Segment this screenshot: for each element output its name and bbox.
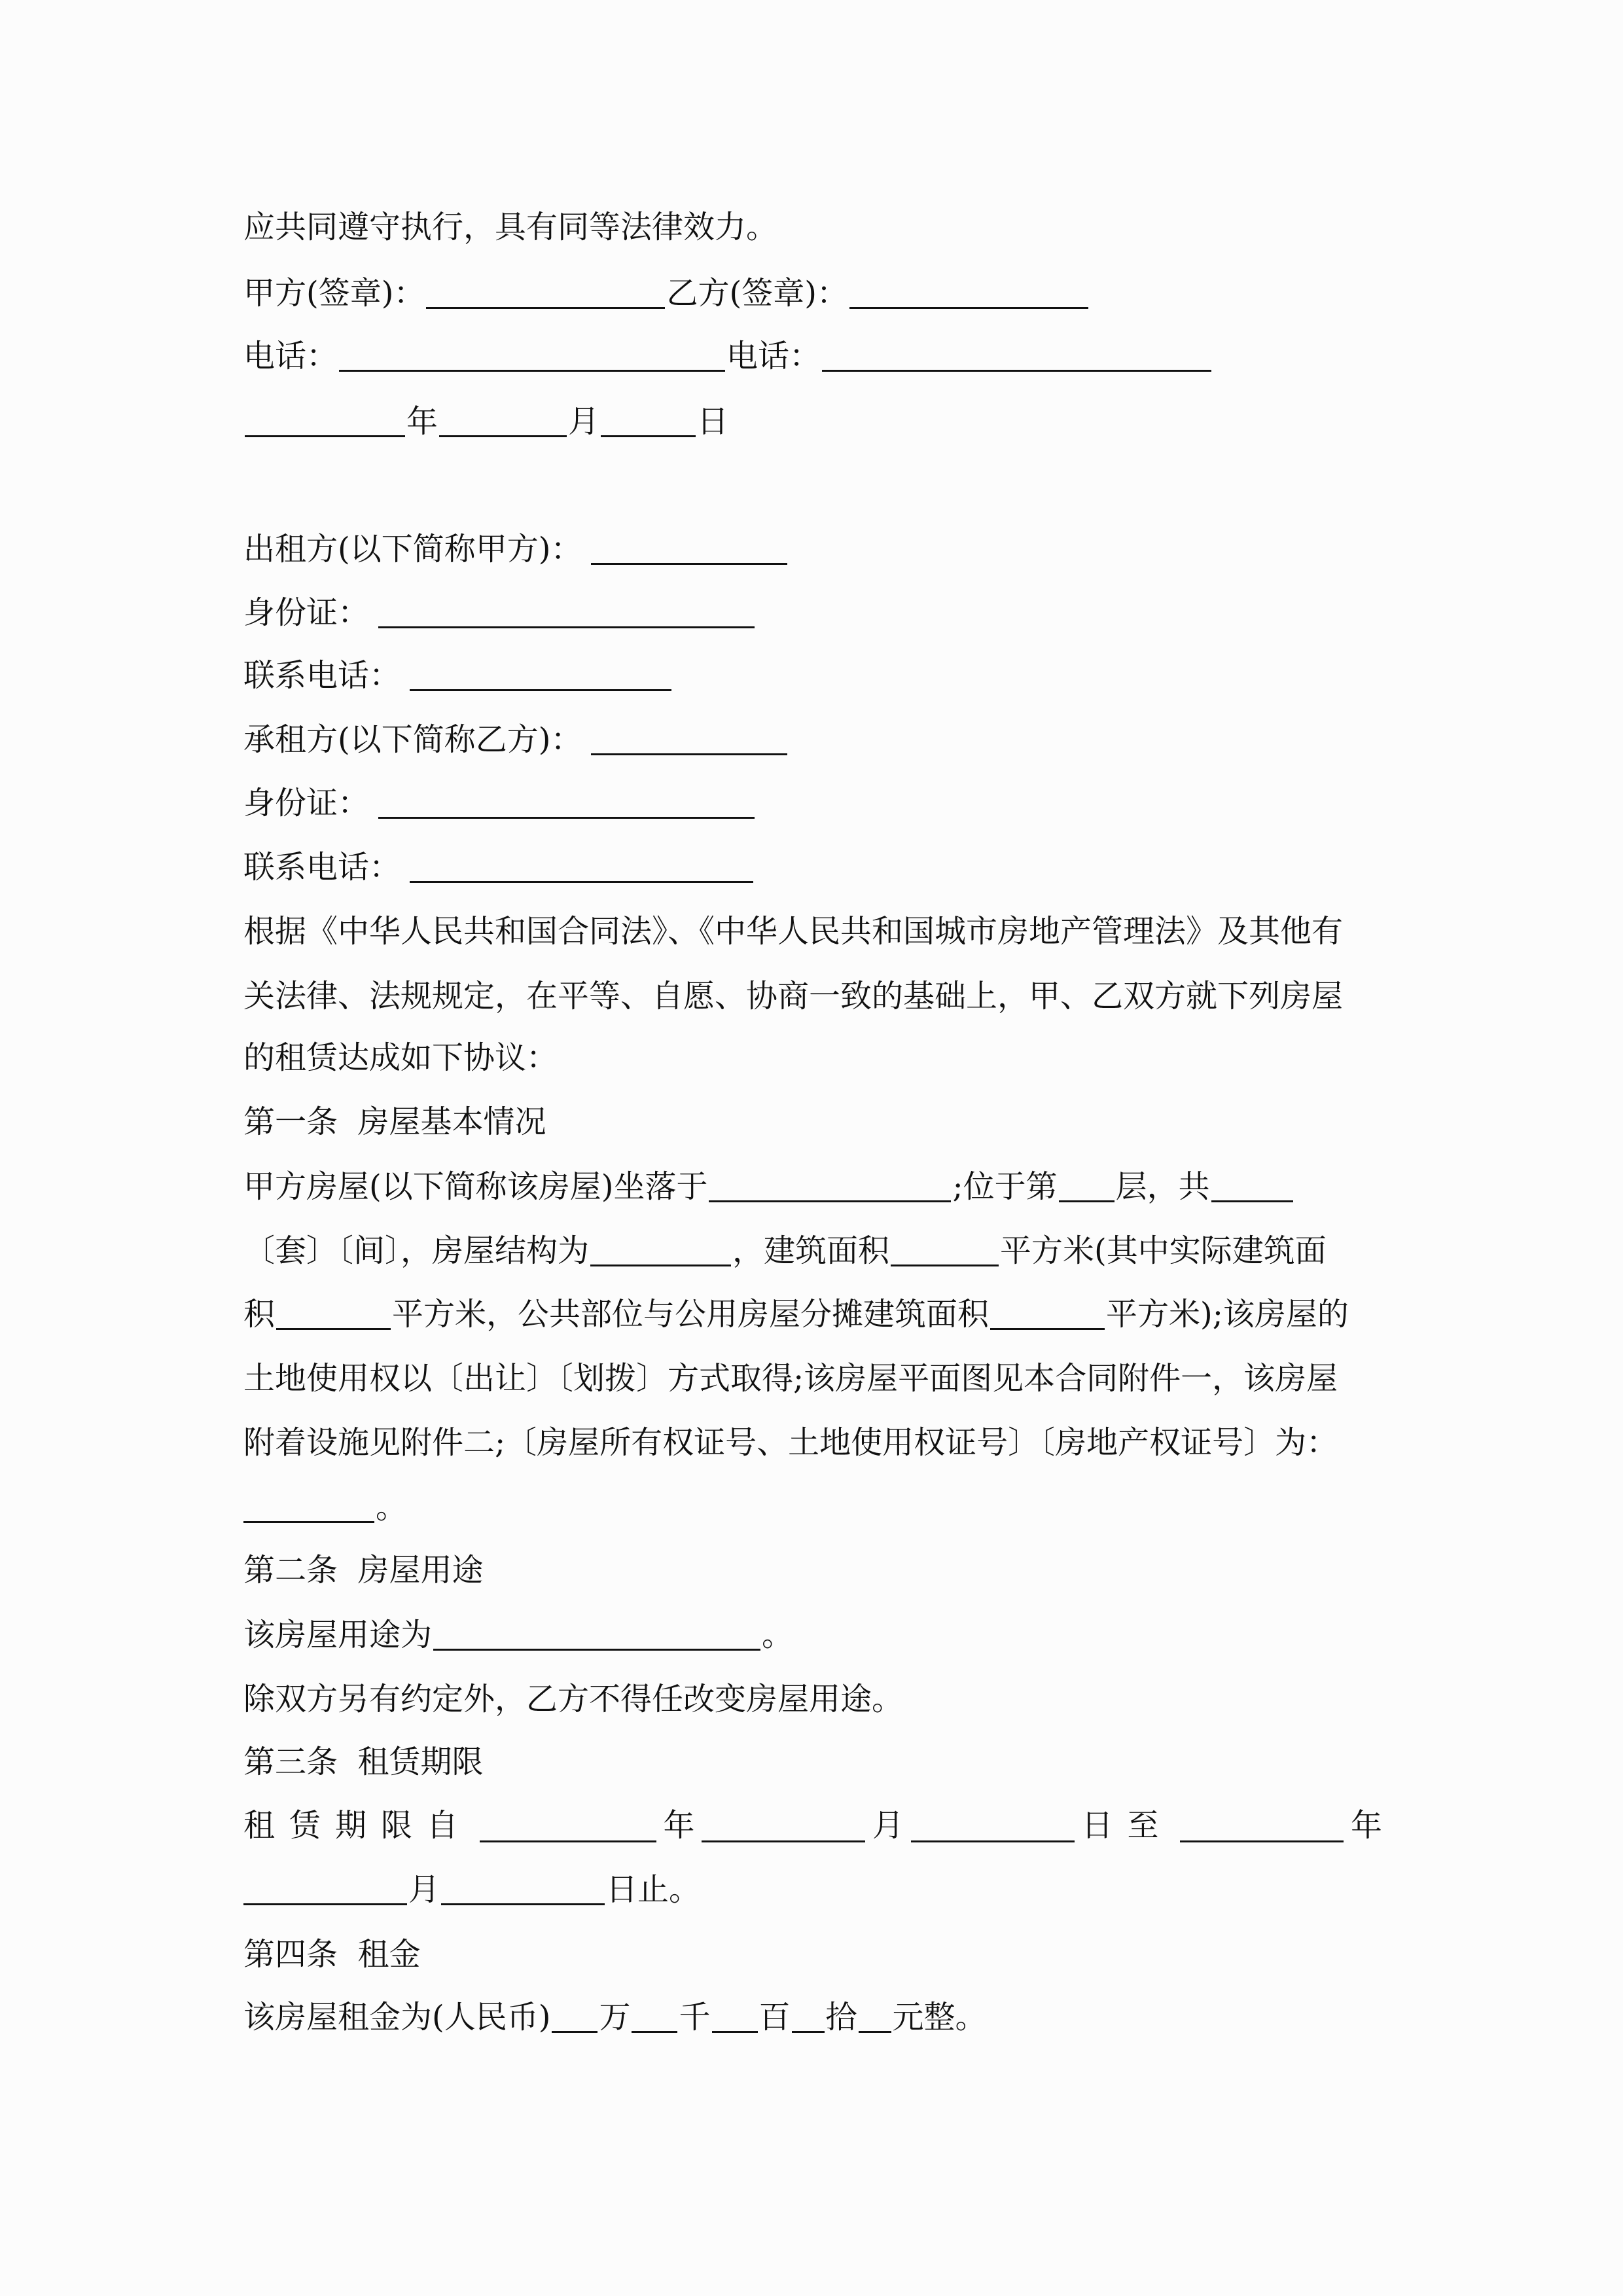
- lessee-id-row: [243, 780, 756, 826]
- article-title: 第三条 租赁期限: [243, 1744, 484, 1780]
- preamble-line-2: [243, 973, 1343, 1019]
- certificate-number-field[interactable]: [243, 1490, 374, 1523]
- article-1-heading: [243, 1099, 546, 1145]
- party-b-phone-field[interactable]: [822, 338, 1211, 372]
- lessor-id-field[interactable]: [378, 595, 755, 628]
- wan-label: 万: [599, 1999, 631, 2036]
- property-location-field[interactable]: [709, 1169, 951, 1202]
- floor-field[interactable]: [1059, 1169, 1115, 1202]
- article-1-line-3: [243, 1291, 1349, 1337]
- total-units-field[interactable]: [1211, 1169, 1293, 1202]
- article-text: 该房屋用途为: [243, 1617, 433, 1653]
- article-text: 附着设施见附件二;〔房屋所有权证号、土地使用权证号〕〔房地产权证号〕为：: [243, 1424, 1338, 1461]
- effect-clause: [243, 204, 777, 250]
- preamble-line-1: [243, 908, 1343, 954]
- day-end-label: 日止。: [606, 1871, 701, 1908]
- rent-yuan-field[interactable]: [859, 2000, 891, 2033]
- article-1-line-4: [243, 1355, 1338, 1401]
- article-title: 第二条 房屋用途: [243, 1552, 484, 1588]
- lessor-phone-row: [243, 653, 673, 698]
- article-text: 〔套〕〔间〕，房屋结构为: [243, 1232, 590, 1269]
- lessee-id-label: 身份证：: [243, 785, 370, 821]
- signature-row: [243, 270, 1090, 316]
- article-1-line-6: [243, 1484, 407, 1530]
- lessee-row: [243, 717, 789, 762]
- date-month-field[interactable]: [439, 404, 567, 437]
- date-month-label: 月: [568, 403, 600, 440]
- article-2-heading: [243, 1547, 484, 1593]
- property-use-field[interactable]: [433, 1617, 760, 1651]
- party-a-phone-label: 电话：: [243, 338, 338, 374]
- article-text: ;位于第: [952, 1168, 1058, 1205]
- preamble-text: 的租赁达成如下协议：: [243, 1039, 558, 1076]
- article-text: 平方米);该房屋的: [1106, 1296, 1349, 1333]
- lessor-id-row: [243, 590, 756, 636]
- lessee-phone-field[interactable]: [410, 850, 753, 883]
- date-day-field[interactable]: [601, 404, 696, 437]
- article-text: 积: [243, 1296, 276, 1333]
- article-1-line-1: [243, 1164, 1294, 1210]
- shared-area-field[interactable]: [990, 1297, 1105, 1330]
- article-text: 平方米(其中实际建筑面: [1000, 1232, 1327, 1269]
- lessee-name-field[interactable]: [591, 722, 787, 755]
- shi-label: 拾: [825, 1999, 857, 2036]
- article-title: 第一条 房屋基本情况: [243, 1103, 546, 1140]
- preamble-text: 根据《中华人民共和国合同法》、《中华人民共和国城市房地产管理法》及其他有: [243, 913, 1344, 950]
- article-4-heading: [243, 1931, 421, 1977]
- party-b-sign-label: 乙方(签章)：: [666, 275, 848, 312]
- article-text: 层，共: [1115, 1168, 1210, 1205]
- lessee-phone-row: [243, 844, 755, 890]
- building-area-field[interactable]: [891, 1233, 999, 1266]
- party-a-signature-field[interactable]: [426, 276, 665, 309]
- lessor-row: [243, 526, 789, 572]
- party-a-phone-field[interactable]: [339, 338, 725, 372]
- preamble-line-3: [243, 1035, 558, 1081]
- rent-shi-field[interactable]: [792, 2000, 825, 2033]
- lessor-phone-field[interactable]: [410, 658, 671, 691]
- article-text: ，建筑面积: [732, 1232, 890, 1269]
- rent-label: 该房屋租金为(人民币): [243, 1999, 551, 2036]
- effect-text: 应共同遵守执行，具有同等法律效力。: [243, 209, 778, 245]
- article-text: 除双方另有约定外，乙方不得任改变房屋用途。: [243, 1681, 904, 1717]
- lessor-id-label: 身份证：: [243, 594, 370, 631]
- month-label: 月: [872, 1807, 904, 1844]
- qian-label: 千: [679, 1999, 711, 2036]
- date-row: [243, 399, 728, 444]
- start-month-field[interactable]: [702, 1809, 865, 1842]
- structure-field[interactable]: [590, 1233, 731, 1266]
- start-day-field[interactable]: [911, 1809, 1075, 1842]
- lessor-label: 出租方(以下简称甲方)：: [243, 531, 582, 567]
- date-day-label: 日: [697, 403, 729, 440]
- end-month-field[interactable]: [243, 1872, 407, 1905]
- lease-term-line-2: [243, 1867, 700, 1912]
- actual-area-field[interactable]: [276, 1297, 391, 1330]
- lessee-label: 承租方(以下简称乙方)：: [243, 721, 582, 758]
- party-a-sign-label: 甲方(签章)：: [243, 275, 425, 312]
- date-year-field[interactable]: [245, 404, 405, 437]
- article-1-line-5: [243, 1420, 1338, 1465]
- end-day-field[interactable]: [441, 1872, 605, 1905]
- rent-bai-field[interactable]: [712, 2000, 758, 2033]
- rent-wan-field[interactable]: [552, 2000, 597, 2033]
- article-text: 。: [762, 1617, 794, 1653]
- month-label: 月: [408, 1871, 440, 1908]
- rent-amount-line: [243, 1994, 987, 2040]
- lease-from-label: 租赁期限自: [243, 1807, 473, 1844]
- yuan-label: 元整。: [892, 1999, 987, 2036]
- lessee-phone-label: 联系电话：: [243, 849, 401, 886]
- article-2-use-line: [243, 1612, 793, 1658]
- party-b-signature-field[interactable]: [849, 276, 1088, 309]
- day-to-label: 日至: [1081, 1807, 1173, 1844]
- year-label: 年: [1350, 1807, 1382, 1844]
- year-label: 年: [663, 1807, 695, 1844]
- article-text: 平方米，公共部位与公用房屋分摊建筑面积: [392, 1296, 990, 1333]
- bai-label: 百: [758, 1999, 791, 2036]
- lessor-name-field[interactable]: [591, 531, 787, 565]
- lessor-phone-label: 联系电话：: [243, 657, 401, 694]
- preamble-text: 关法律、法规规定，在平等、自愿、协商一致的基础上，甲、乙双方就下列房屋: [243, 978, 1344, 1014]
- end-year-field[interactable]: [1180, 1809, 1344, 1842]
- article-2-restriction-line: [243, 1676, 903, 1722]
- lease-term-line-1: [243, 1803, 1382, 1848]
- article-text: 甲方房屋(以下简称该房屋)坐落于: [243, 1168, 708, 1205]
- party-b-phone-label: 电话：: [726, 338, 821, 374]
- rent-qian-field[interactable]: [632, 2000, 677, 2033]
- phone-row: [243, 333, 1213, 379]
- article-3-heading: [243, 1739, 484, 1785]
- article-1-line-2: [243, 1228, 1327, 1274]
- article-text: 。: [376, 1489, 408, 1526]
- article-text: 土地使用权以〔出让〕〔划拨〕方式取得;该房屋平面图见本合同附件一，该房屋: [243, 1360, 1338, 1397]
- article-title: 第四条 租金: [243, 1936, 421, 1973]
- date-year-label: 年: [406, 403, 438, 440]
- start-year-field[interactable]: [480, 1809, 656, 1842]
- lessee-id-field[interactable]: [378, 785, 755, 819]
